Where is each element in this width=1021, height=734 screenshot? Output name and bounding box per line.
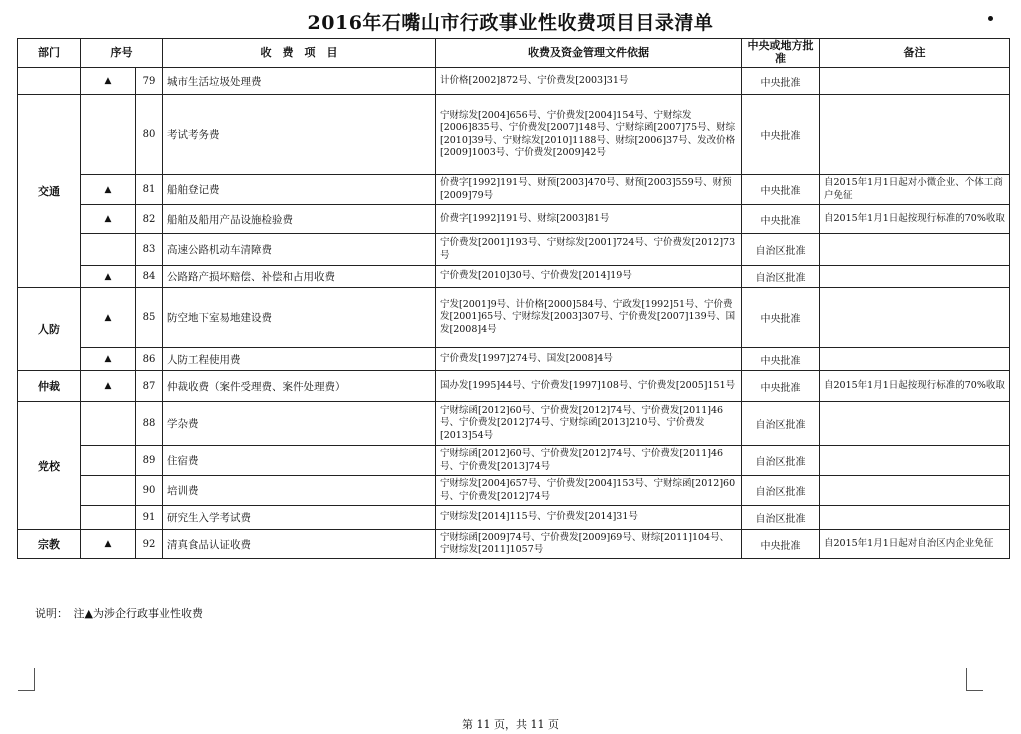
mark-cell: ▲ — [81, 175, 136, 205]
header-row — [18, 39, 1010, 68]
table-row — [18, 476, 1010, 506]
basis-cell: 计价格[2002]872号、宁价费发[2003]31号 — [436, 68, 742, 95]
fee-table — [17, 38, 1010, 559]
approval-cell: 自治区批准 — [742, 266, 820, 288]
mark-cell: ▲ — [81, 68, 136, 95]
crop-mark-right — [966, 668, 983, 691]
crop-mark-left — [18, 668, 35, 691]
basis-cell: 国办发[1995]44号、宁价费发[1997]108号、宁价费发[2005]151号 — [436, 371, 742, 402]
approval-cell: 中央批准 — [742, 348, 820, 371]
header-basis: 收费及资金管理文件依据 — [436, 39, 742, 68]
mark-cell: ▲ — [81, 530, 136, 559]
approval-cell: 中央批准 — [742, 288, 820, 348]
basis-cell: 宁价费发[2010]30号、宁价费发[2014]19号 — [436, 266, 742, 288]
item-cell: 船舶登记费 — [163, 175, 436, 205]
approval-cell: 中央批准 — [742, 175, 820, 205]
basis-cell: 宁财综函[2012]60号、宁价费发[2012]74号、宁价费发[2011]46号、宁价费发[2013]74号 — [436, 446, 742, 476]
mark-cell — [81, 476, 136, 506]
item-cell: 人防工程使用费 — [163, 348, 436, 371]
note-cell — [820, 266, 1010, 288]
dept-cell: 交通 — [18, 95, 81, 288]
note-cell — [820, 95, 1010, 175]
stray-mark — [988, 16, 993, 21]
table-row — [18, 266, 1010, 288]
dept-cell: 人防 — [18, 288, 81, 371]
item-cell: 培训费 — [163, 476, 436, 506]
number-cell: 88 — [136, 402, 163, 446]
table-row — [18, 371, 1010, 402]
basis-cell: 价费字[1992]191号、财综[2003]81号 — [436, 205, 742, 234]
number-cell: 91 — [136, 506, 163, 530]
dept-cell: 仲裁 — [18, 371, 81, 402]
number-cell: 87 — [136, 371, 163, 402]
mark-cell: ▲ — [81, 266, 136, 288]
header-seq: 序号 — [81, 39, 163, 68]
basis-cell: 宁财综发[2004]656号、宁价费发[2004]154号、宁财综发[2006]835号、宁价费发[2007]148号、宁财综函[2007]75号、财综[2010]39号、宁财综发[2010]1188号、财综[2006]37号、发改价格[2009]1003号、宁价费发[2009]42号 — [436, 95, 742, 175]
basis-cell: 宁财综发[2004]657号、宁价费发[2004]153号、宁财综函[2012]60号、宁价费发[2012]74号 — [436, 476, 742, 506]
note-cell: 自2015年1月1日起对小微企业、个体工商户免征 — [820, 175, 1010, 205]
mark-cell — [81, 506, 136, 530]
item-cell: 仲裁收费（案件受理费、案件处理费） — [163, 371, 436, 402]
number-cell: 92 — [136, 530, 163, 559]
table-row — [18, 288, 1010, 348]
approval-cell: 中央批准 — [742, 205, 820, 234]
item-cell: 城市生活垃圾处理费 — [163, 68, 436, 95]
footnote: 说明： 注▲为涉企行政事业性收费 — [35, 607, 203, 620]
table-row — [18, 95, 1010, 175]
note-cell: 自2015年1月1日起对自治区内企业免征 — [820, 530, 1010, 559]
item-cell: 清真食品认证收费 — [163, 530, 436, 559]
number-cell: 84 — [136, 266, 163, 288]
number-cell: 89 — [136, 446, 163, 476]
dept-cell: 党校 — [18, 402, 81, 530]
mark-cell: ▲ — [81, 348, 136, 371]
mark-cell: ▲ — [81, 205, 136, 234]
table-row — [18, 506, 1010, 530]
item-cell: 船舶及船用产品设施检验费 — [163, 205, 436, 234]
item-cell: 住宿费 — [163, 446, 436, 476]
number-cell: 79 — [136, 68, 163, 95]
header-approval: 中央或地方批准 — [742, 39, 820, 68]
approval-cell: 自治区批准 — [742, 402, 820, 446]
mark-cell: ▲ — [81, 288, 136, 348]
note-cell — [820, 506, 1010, 530]
approval-cell: 中央批准 — [742, 68, 820, 95]
item-cell: 公路路产损坏赔偿、补偿和占用收费 — [163, 266, 436, 288]
mark-cell — [81, 402, 136, 446]
table-row — [18, 68, 1010, 95]
fee-table-body — [18, 68, 1010, 559]
note-cell — [820, 234, 1010, 266]
table-row — [18, 205, 1010, 234]
approval-cell: 中央批准 — [742, 95, 820, 175]
item-cell: 防空地下室易地建设费 — [163, 288, 436, 348]
note-cell — [820, 348, 1010, 371]
page-title: 2016年石嘴山市行政事业性收费项目目录清单 — [307, 12, 714, 34]
table-row — [18, 530, 1010, 559]
table-row — [18, 348, 1010, 371]
dept-cell: 宗教 — [18, 530, 81, 559]
number-cell: 83 — [136, 234, 163, 266]
table-row — [18, 446, 1010, 476]
dept-cell — [18, 68, 81, 95]
mark-cell: ▲ — [81, 371, 136, 402]
number-cell: 85 — [136, 288, 163, 348]
basis-cell: 价费字[1992]191号、财预[2003]470号、财预[2003]559号、财预[2009]79号 — [436, 175, 742, 205]
approval-cell: 自治区批准 — [742, 476, 820, 506]
basis-cell: 宁发[2001]9号、计价格[2000]584号、宁政发[1992]51号、宁价费发[2001]65号、宁财综发[2003]307号、宁价费发[2007]139号、国发[2008]4号 — [436, 288, 742, 348]
table-row — [18, 234, 1010, 266]
note-cell — [820, 68, 1010, 95]
note-cell — [820, 402, 1010, 446]
number-cell: 81 — [136, 175, 163, 205]
note-cell: 自2015年1月1日起按现行标准的70%收取 — [820, 371, 1010, 402]
approval-cell: 中央批准 — [742, 530, 820, 559]
mark-cell — [81, 446, 136, 476]
item-cell: 研究生入学考试费 — [163, 506, 436, 530]
number-cell: 80 — [136, 95, 163, 175]
item-cell: 学杂费 — [163, 402, 436, 446]
basis-cell: 宁财综函[2012]60号、宁价费发[2012]74号、宁价费发[2011]46号、宁价费发[2012]74号、宁财综函[2013]210号、宁价费发[2013]54号 — [436, 402, 742, 446]
number-cell: 82 — [136, 205, 163, 234]
item-cell: 高速公路机动车清障费 — [163, 234, 436, 266]
item-cell: 考试考务费 — [163, 95, 436, 175]
basis-cell: 宁财综函[2009]74号、宁价费发[2009]69号、财综[2011]104号、宁财综发[2011]1057号 — [436, 530, 742, 559]
page-footer: 第 11 页，共 11 页 — [462, 718, 559, 731]
approval-cell: 自治区批准 — [742, 506, 820, 530]
header-note: 备注 — [820, 39, 1010, 68]
note-cell — [820, 476, 1010, 506]
table-row — [18, 175, 1010, 205]
basis-cell: 宁价费发[2001]193号、宁财综发[2001]724号、宁价费发[2012]73号 — [436, 234, 742, 266]
number-cell: 86 — [136, 348, 163, 371]
note-cell — [820, 446, 1010, 476]
number-cell: 90 — [136, 476, 163, 506]
basis-cell: 宁财综发[2014]115号、宁价费发[2014]31号 — [436, 506, 742, 530]
approval-cell: 自治区批准 — [742, 446, 820, 476]
table-row — [18, 402, 1010, 446]
mark-cell — [81, 95, 136, 175]
basis-cell: 宁价费发[1997]274号、国发[2008]4号 — [436, 348, 742, 371]
note-cell: 自2015年1月1日起按现行标准的70%收取 — [820, 205, 1010, 234]
approval-cell: 中央批准 — [742, 371, 820, 402]
mark-cell — [81, 234, 136, 266]
note-cell — [820, 288, 1010, 348]
header-dept: 部门 — [18, 39, 81, 68]
header-item: 收 费 项 目 — [163, 39, 436, 68]
approval-cell: 自治区批准 — [742, 234, 820, 266]
